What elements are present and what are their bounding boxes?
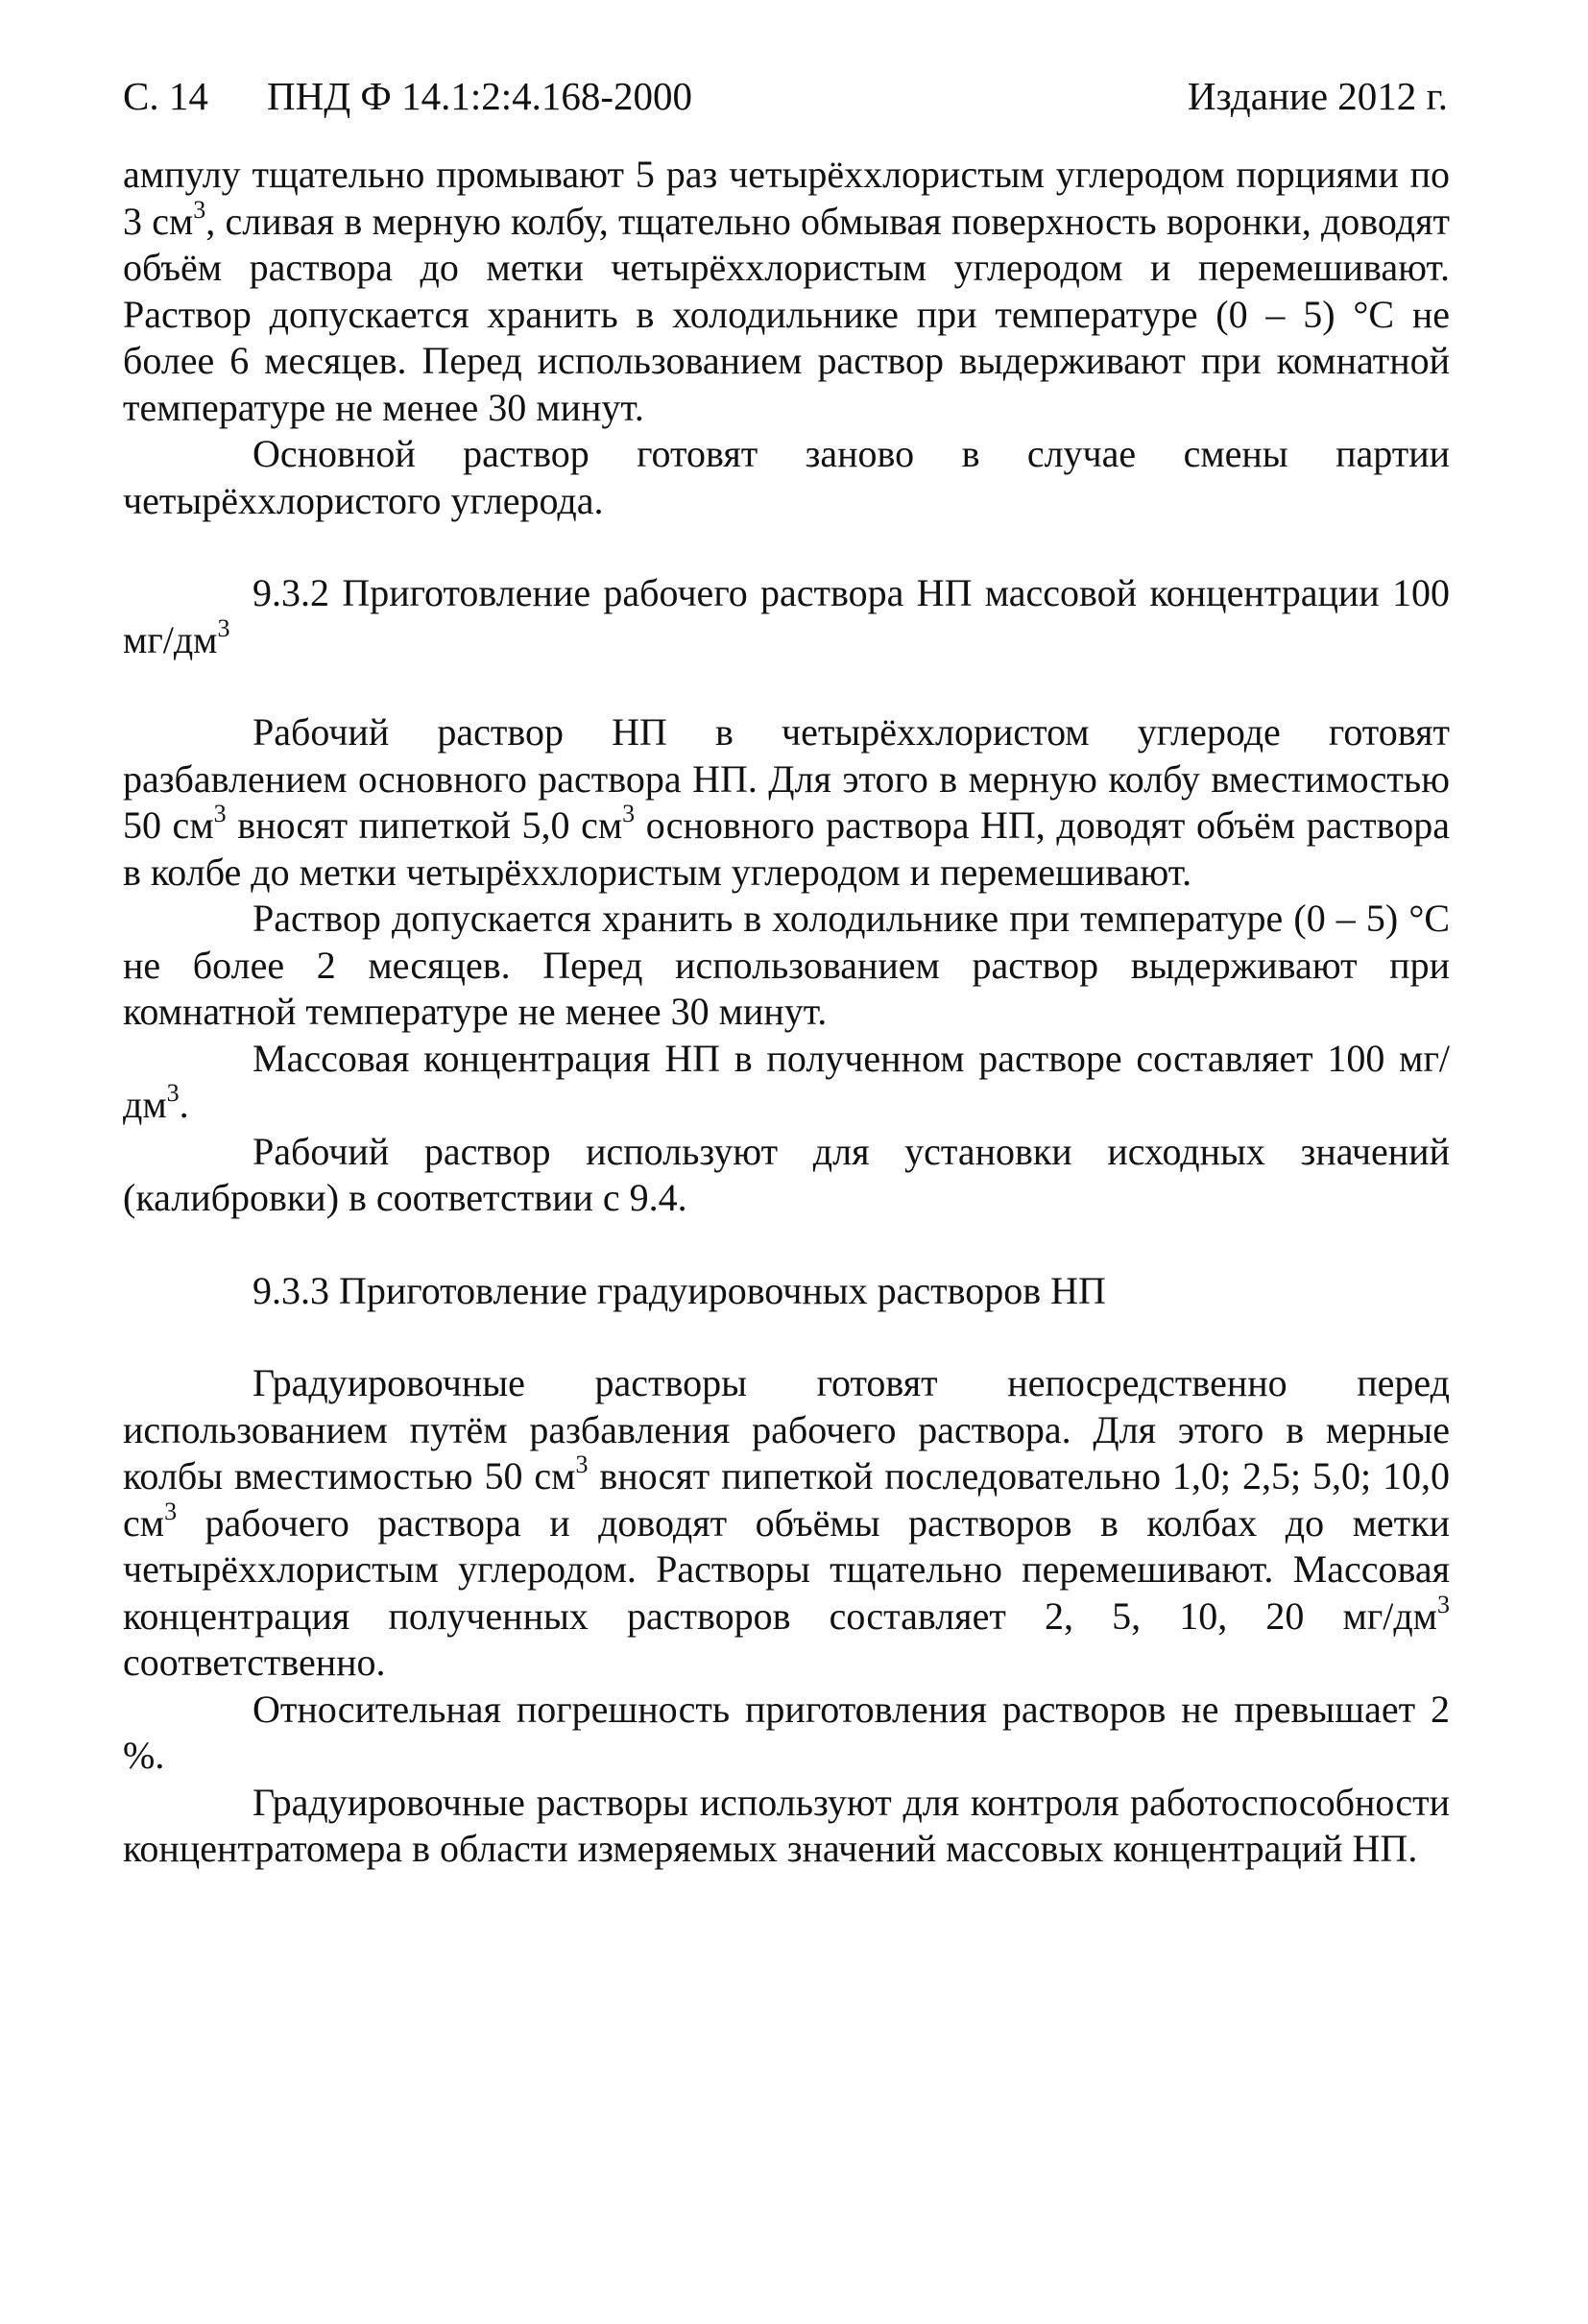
- superscript: 3: [213, 800, 227, 827]
- edition-label: Издание 2012 г.: [1187, 74, 1448, 118]
- superscript: 3: [193, 195, 206, 224]
- text-run: , сливая в мерную колбу, тщательно обмывая поверхность воронки, доводят объём раствора до метки четырёххлористым углеродом и перемешивают. Раствор допускается хранить в холодильнике при температуре (0 – 5) °С не более 6 месяцев. Перед использованием раствор выдерживают при комнатной температуре не менее 30 минут.: [123, 199, 1450, 429]
- text-run: соответственно.: [123, 1641, 386, 1684]
- text-run: Массовая концентрация НП в полученном растворе составляет 100 мг/дм: [123, 1036, 1450, 1126]
- text-run: основного раствора НП, доводят объём раствора в колбе до метки четырёххлористым углеродом и перемешивают.: [123, 803, 1450, 894]
- spacer: [123, 524, 1450, 570]
- paragraph-working-solution: [123, 709, 1450, 896]
- text-run: ампулу тщательно промывают 5 раз четырёххлористым углеродом порциями по 3 см: [123, 153, 1450, 243]
- superscript: 3: [166, 1079, 180, 1107]
- superscript: 3: [1437, 1590, 1450, 1618]
- spacer: [123, 1222, 1450, 1268]
- section-heading-9-3-2: [123, 570, 1450, 663]
- superscript: 3: [217, 613, 230, 642]
- text-run: Рабочий раствор НП в четырёххлористом углероде готовят разбавлением основного раствора НП. Для этого в мерную колбу вместимостью 50 см: [123, 710, 1450, 847]
- page-header: [123, 67, 1448, 125]
- text-run: Градуировочные растворы готовят непосредственно перед использованием путём разбавления рабочего раствора. Для этого в мерные колбы вместимостью 50 см: [123, 1361, 1450, 1497]
- document-body: [123, 152, 1450, 1873]
- paragraph-calibration-solutions: [123, 1360, 1450, 1687]
- heading-text: 9.3.2 Приготовление рабочего раствора НП массовой концентрации 100 мг/дм: [123, 571, 1450, 661]
- page-number: С. 14: [123, 74, 208, 118]
- text-run: рабочего раствора и доводят объёмы растворов в колбах до метки четырёххлористым углеродом. Растворы тщательно перемешивают. Массовая концентрация полученных растворов составляет 2, 5, 10, 20 мг/дм: [123, 1500, 1450, 1638]
- superscript: 3: [164, 1497, 178, 1525]
- paragraph-mass-concentration: [123, 1036, 1450, 1129]
- superscript: 3: [575, 1450, 589, 1478]
- paragraph-operability-control: Градуировочные растворы используют для контроля работоспособности концентратомера в области измеряемых значений массовых концентраций НП.: [123, 1780, 1450, 1870]
- paragraph-relative-error: Относительная погрешность приготовления растворов не превышает 2 %.: [123, 1687, 1450, 1777]
- text-run: вносят пипеткой 5,0 см: [226, 803, 623, 847]
- section-heading-9-3-3: 9.3.3 Приготовление градуировочных растворов НП: [253, 1268, 1106, 1312]
- text-run: .: [179, 1083, 189, 1126]
- document-code: ПНД Ф 14.1:2:4.168-2000: [267, 74, 693, 118]
- spacer: [123, 1314, 1450, 1360]
- superscript: 3: [622, 800, 636, 827]
- spacer: [123, 663, 1450, 709]
- paragraph-stock-renew: Основной раствор готовят заново в случае смены партии четырёххлористого углерода.: [123, 432, 1450, 522]
- text-run: вносят пипеткой последовательно 1,0; 2,5; 5,0; 10,0 см: [123, 1454, 1451, 1545]
- paragraph-ampoule-rinse: [123, 152, 1450, 431]
- paragraph-storage: Раствор допускается хранить в холодильнике при температуре (0 – 5) °С не более 2 месяцев. Перед использованием раствор выдерживают при комнатной температуре не менее 30 минут.: [123, 897, 1450, 1033]
- paragraph-calibration-use: Рабочий раствор используют для установки исходных значений (калибровки) в соответствии с 9.4.: [123, 1129, 1450, 1219]
